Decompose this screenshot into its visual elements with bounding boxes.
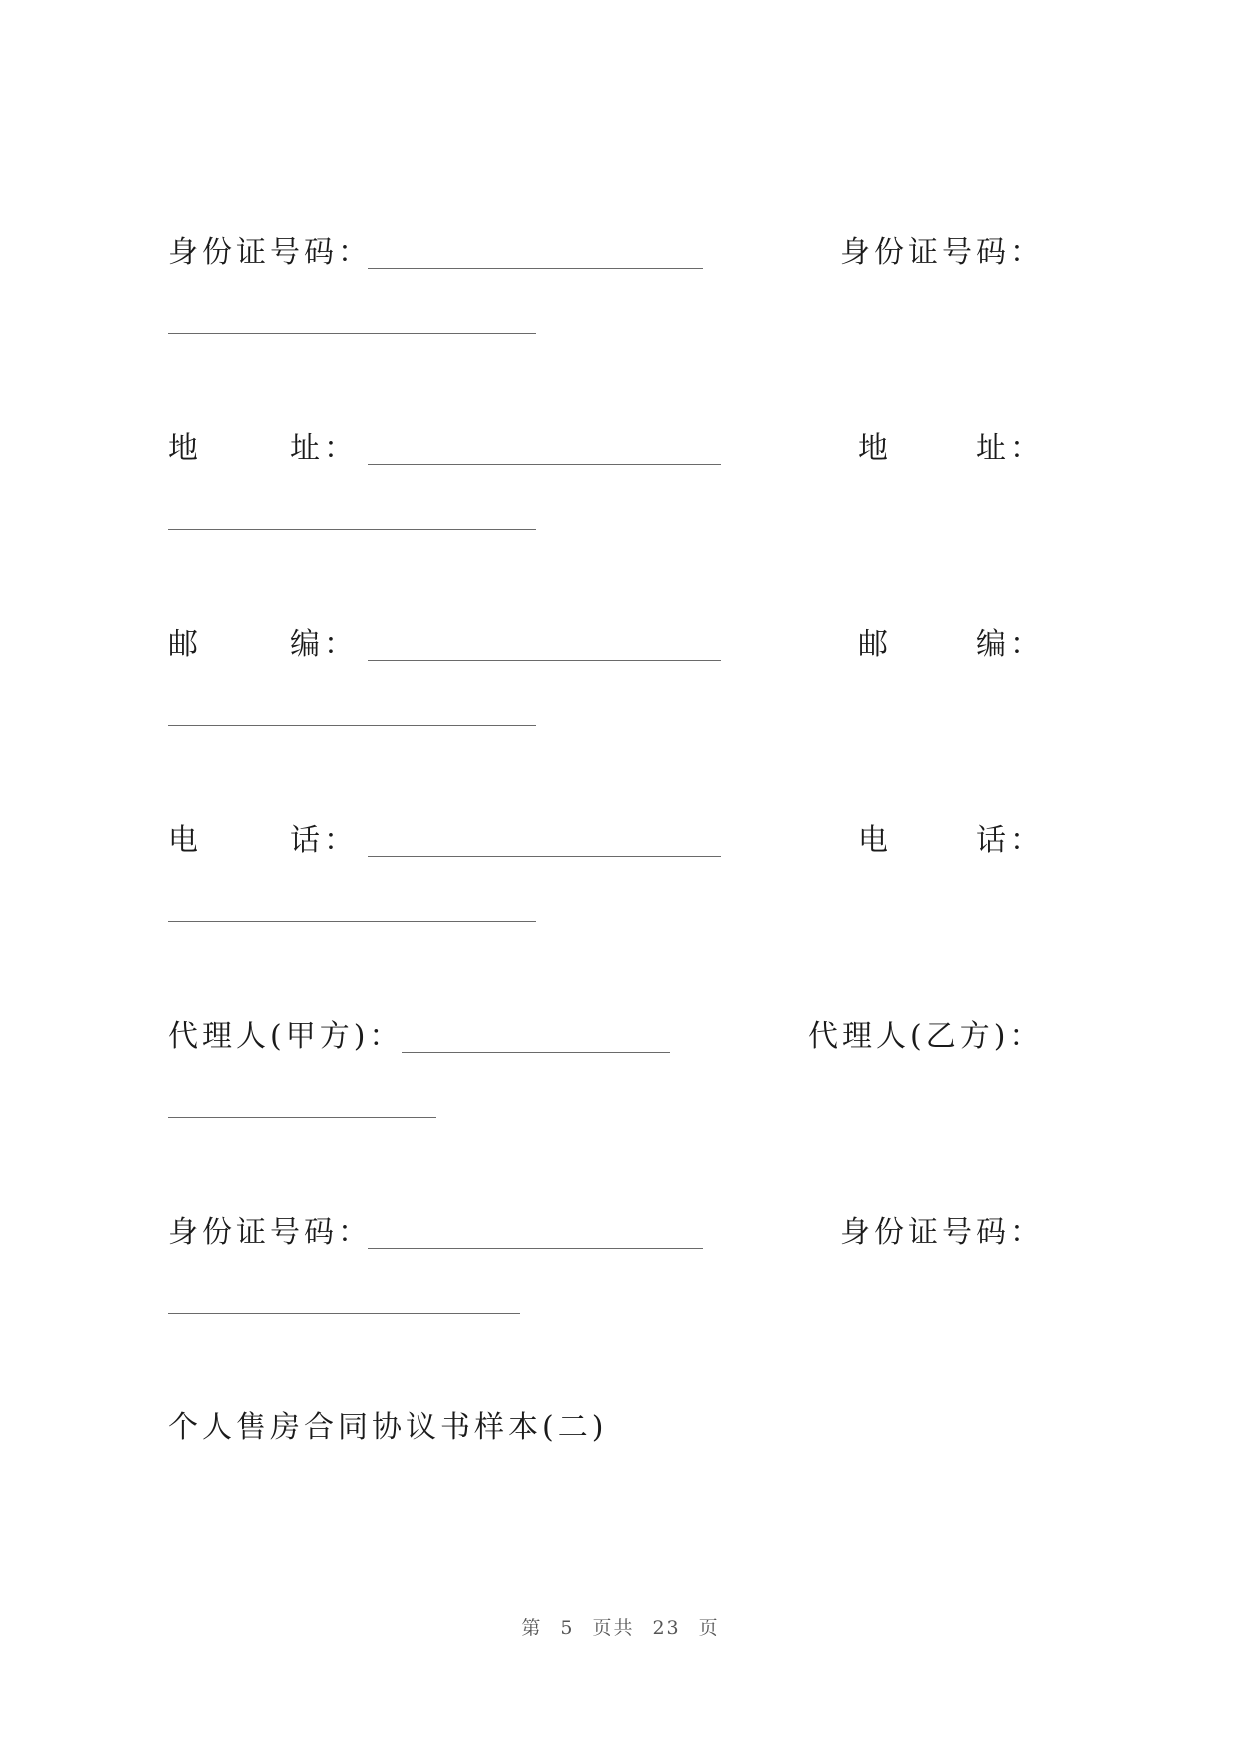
id-number-label-party-b: 身份证号码： [840, 235, 1044, 270]
address-label-party-b [858, 431, 1044, 467]
page-footer [0, 1613, 1241, 1640]
phone-label-char: 话： [976, 823, 1044, 858]
address-blank-party-a[interactable] [368, 464, 721, 465]
postcode-label-char: 编： [976, 627, 1044, 662]
agent-blank-party-a[interactable] [402, 1052, 670, 1053]
footer-page-number: 5 [560, 1617, 575, 1639]
address-label-char: 址： [290, 431, 358, 466]
address-label-party-a [168, 431, 358, 467]
postcode-label-char: 邮 [858, 627, 892, 662]
agent-id-number-blank-party-a[interactable] [368, 1248, 703, 1249]
postcode-label-char: 邮 [168, 627, 202, 662]
postcode-blank-party-a[interactable] [368, 660, 721, 661]
phone-label-party-b [858, 823, 1044, 859]
id-number-blank-party-b[interactable] [168, 333, 536, 334]
agent-label-party-b: 代理人(乙方)： [808, 1019, 1044, 1054]
phone-label-char: 电 [858, 823, 892, 858]
postcode-label-char: 编： [290, 627, 358, 662]
footer-prefix: 第 [521, 1617, 543, 1639]
postcode-label-party-b [858, 627, 1044, 663]
address-label-char: 址： [976, 431, 1044, 466]
phone-label-party-a [168, 823, 358, 859]
address-blank-party-b[interactable] [168, 529, 536, 530]
phone-blank-party-a[interactable] [368, 856, 721, 857]
postcode-blank-party-b[interactable] [168, 725, 536, 726]
address-label-char: 地 [858, 431, 892, 466]
phone-label-char: 话： [290, 823, 358, 858]
phone-label-char: 电 [168, 823, 202, 858]
postcode-label-party-a [168, 627, 358, 663]
footer-total-pages: 23 [652, 1617, 681, 1639]
section-title: 个人售房合同协议书样本(二) [168, 1410, 608, 1445]
agent-label-party-a: 代理人(甲方)： [168, 1019, 404, 1054]
address-label-char: 地 [168, 431, 202, 466]
footer-middle: 页共 [592, 1617, 635, 1639]
agent-id-number-blank-party-b[interactable] [168, 1313, 520, 1314]
agent-blank-party-b[interactable] [168, 1117, 436, 1118]
id-number-label-party-a: 身份证号码： [168, 235, 372, 270]
agent-id-number-label-party-a: 身份证号码： [168, 1215, 372, 1250]
footer-suffix: 页 [698, 1617, 720, 1639]
id-number-blank-party-a[interactable] [368, 268, 703, 269]
phone-blank-party-b[interactable] [168, 921, 536, 922]
agent-id-number-label-party-b: 身份证号码： [840, 1215, 1044, 1250]
